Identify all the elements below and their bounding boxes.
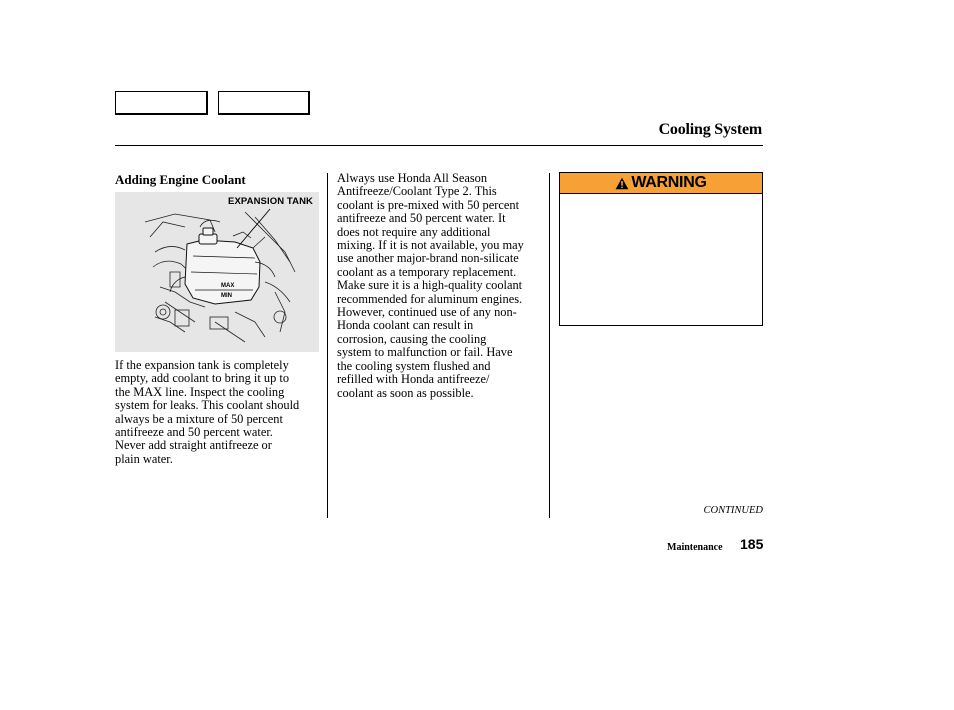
nav-tab-box-1[interactable] bbox=[115, 91, 208, 115]
continued-label: CONTINUED bbox=[703, 505, 763, 516]
nav-tab-box-2[interactable] bbox=[218, 91, 310, 115]
column-divider-2 bbox=[549, 173, 550, 518]
engine-illustration bbox=[115, 192, 319, 352]
footer-section-name: Maintenance bbox=[667, 542, 723, 553]
page-title: Cooling System bbox=[658, 121, 762, 138]
left-paragraph: If the expansion tank is completely empty, add coolant to bring it up to the MAX line. Inspect the cooling system for leaks. This coolant should always be a mixture of 50 percent antifreeze and 50 percent water. Never add straight antifreeze or plain water. bbox=[115, 358, 300, 466]
warning-triangle-icon bbox=[615, 177, 629, 190]
max-marking: MAX bbox=[221, 283, 235, 289]
expansion-tank-figure bbox=[115, 192, 319, 352]
figure-label: EXPANSION TANK bbox=[228, 196, 313, 207]
warning-header bbox=[560, 173, 762, 194]
min-marking: MIN bbox=[221, 293, 232, 299]
middle-paragraph: Always use Honda All Season Antifreeze/Coolant Type 2. This coolant is pre-mixed with 50 percent antifreeze and 50 percent water. It does not require any additional mixing. If it is not available, you may use another major-brand non-silicate coolant as a temporary replacement. Make sure it is a high-quality coolant recommended for aluminum engines. However, continued use of any non- Honda coolant can result in corrosion, causing the cooling system to malfunction or fail. Have the cooling system flushed and refilled with Honda antifreeze/ coolant as soon as possible. bbox=[337, 171, 524, 400]
header-divider bbox=[115, 145, 763, 146]
warning-box bbox=[559, 172, 763, 326]
page-number: 185 bbox=[740, 536, 764, 552]
column-divider-1 bbox=[327, 173, 328, 518]
warning-label: WARNING bbox=[631, 174, 707, 191]
section-heading: Adding Engine Coolant bbox=[115, 172, 246, 187]
